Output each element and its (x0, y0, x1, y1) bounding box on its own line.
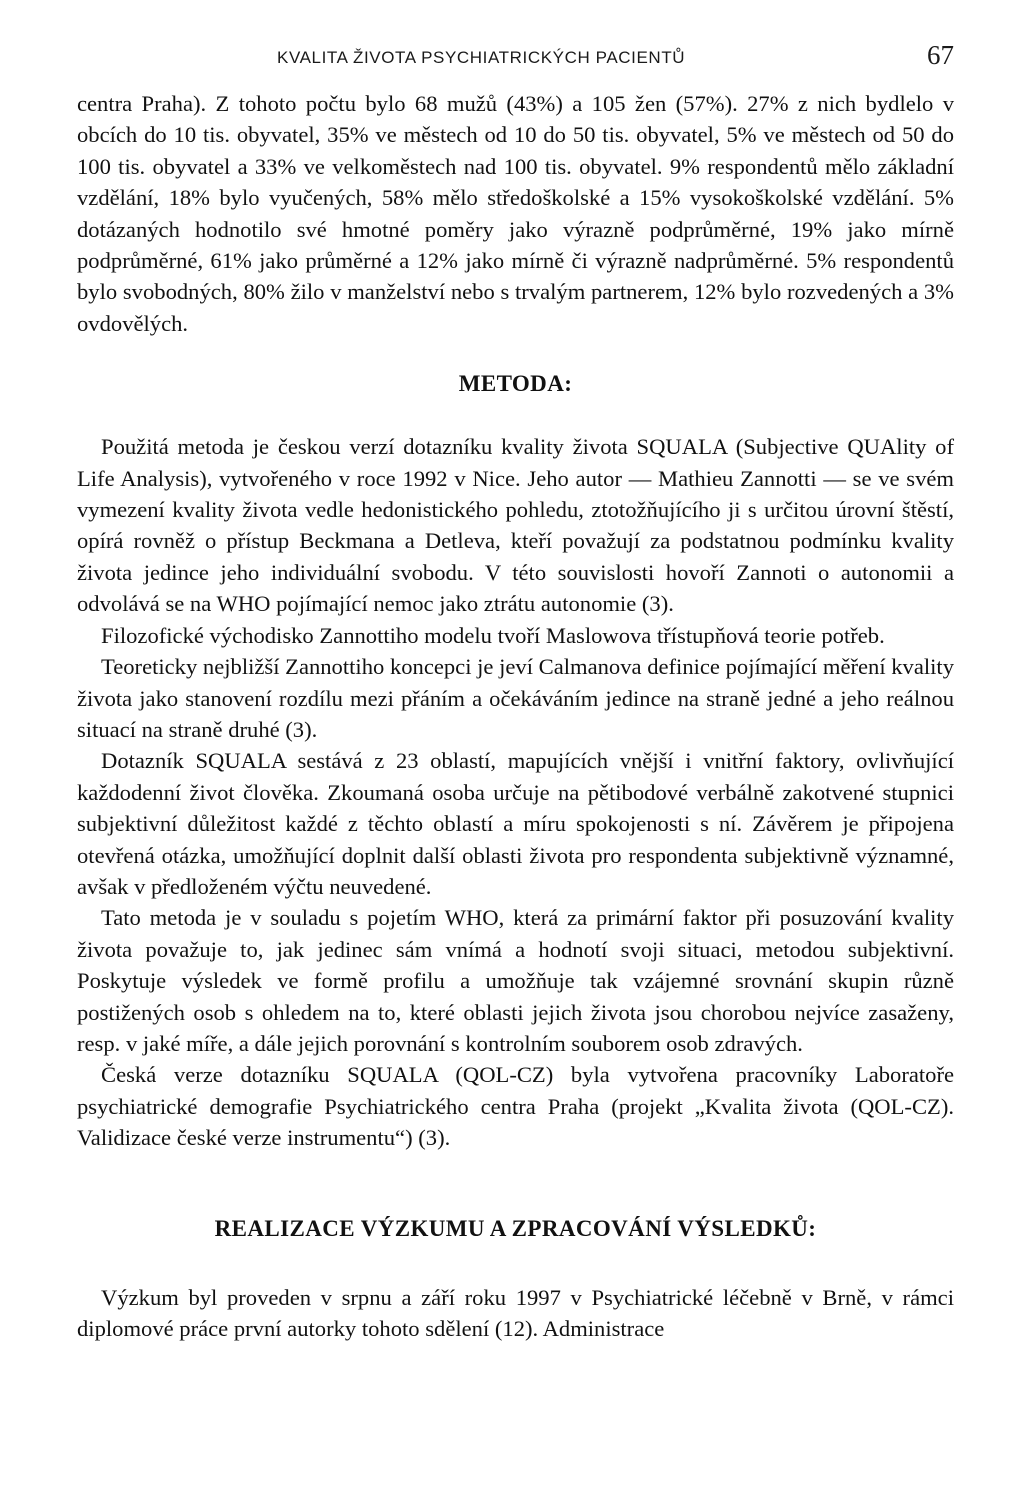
section-heading-realizace: REALIZACE VÝZKUMU A ZPRACOVÁNÍ VÝSLEDKŮ: (214, 1215, 817, 1241)
metoda-paragraph: Tato metoda je v souladu s pojetím WHO, která za primární faktor při posuzování kvality života považuje to, jak jedinec sám vnímá a hodnotí svoji situaci, metodou subjektivní. Poskytuje výsledek ve formě profilu a umožňuje tak vzájemné srovnání skupin různě postižených osob s ohledem na to, které oblasti jejich života jsou chorobou nejvíce zasaženy, resp. v jaké míře, a dále jejich porovnání s kontrolním souborem osob zdravých. (77, 905, 954, 1056)
body-text (77, 88, 954, 1344)
intro-paragraph: centra Praha). Z tohoto počtu bylo 68 mužů (43%) a 105 žen (57%). 27% z nich bydlelo v obcích do 10 tis. obyvatel, 35% ve městech od 10 do 50 tis. obyvatel, 5% ve městech od 50 do 100 tis. obyvatel a 33% ve velkoměstech nad 100 tis. obyvatel. 9% respondentů mělo základní vzdělání, 18% bylo vyučených, 58% mělo středoškolské a 15% vysokoškolské vzdělání. 5% dotázaných hodnotilo své hmotné poměry jako výrazně podprůměrné, 19% jako mírně podprůměrné, 61% jako průměrné a 12% jako mírně či výrazně nadprůměrné. 5% respondentů bylo svobodných, 80% žilo v manželství nebo s trvalým partnerem, 12% bylo rozvedených a 3% ovdovělých. (77, 91, 954, 336)
metoda-paragraph: Česká verze dotazníku SQUALA (QOL-CZ) byla vytvořena pracovníky Laboratoře psychiatrické demografie Psychiatrického centra Praha (projekt „Kvalita života (QOL-CZ). Validizace české verze instrumentu“) (3). (77, 1062, 954, 1151)
metoda-paragraph: Teoreticky nejbližší Zannottiho koncepci je jeví Calmanova definice pojímající měření kvality života jako stanovení rozdílu mezi přáním a očekáváním jedince na straně jedné a jeho reálnou situací na straně druhé (3). (77, 654, 954, 742)
metoda-paragraph: Dotazník SQUALA sestává z 23 oblastí, mapujících vnější i vnitřní faktory, ovlivňující každodenní život člověka. Zkoumaná osoba určuje na pětibodové verbálně zakotvené stupnici subjektivní důležitost každé z těchto oblastí a míru spokojenosti s ní. Závěrem je připojena otevřená otázka, umožňující doplnit další oblasti života pro respondenta subjektivně významné, avšak v předloženém výčtu neuvedené. (77, 748, 954, 899)
page-number: 67 (927, 40, 954, 70)
section-heading-metoda: METODA: (458, 371, 573, 397)
metoda-paragraph: Použitá metoda je českou verzí dotazníku kvality života SQUALA (Subjective QUAlity of Life Analysis), vytvořeného v roce 1992 v Nice. Jeho autor — Mathieu Zannotti — se ve svém vymezení kvality života vedle hedonistického pohledu, ztotožňujícího ji s určitou úrovní štěstí, opírá rovněž o přístup Beckmana a Detleva, kteří považují za podstatnou podmínku kvality života jedince jeho individuální svobodu. V této souvislosti hovoří Zannoti o autonomii a odvolává se na WHO pojímající nemoc jako ztrátu autonomie (3). (77, 434, 954, 617)
metoda-paragraph: Filozofické východisko Zannottiho modelu tvoří Maslowova třístupňová teorie potřeb. (101, 622, 885, 648)
realizace-paragraph: Výzkum byl proveden v srpnu a září roku 1997 v Psychiatrické léčebně v Brně, v rámci diplomové práce první autorky tohoto sdělení (12). Administrace (77, 1284, 954, 1341)
running-header (77, 40, 954, 74)
running-title: KVALITA ŽIVOTA PSYCHIATRICKÝCH PACIENTŮ (277, 48, 686, 67)
